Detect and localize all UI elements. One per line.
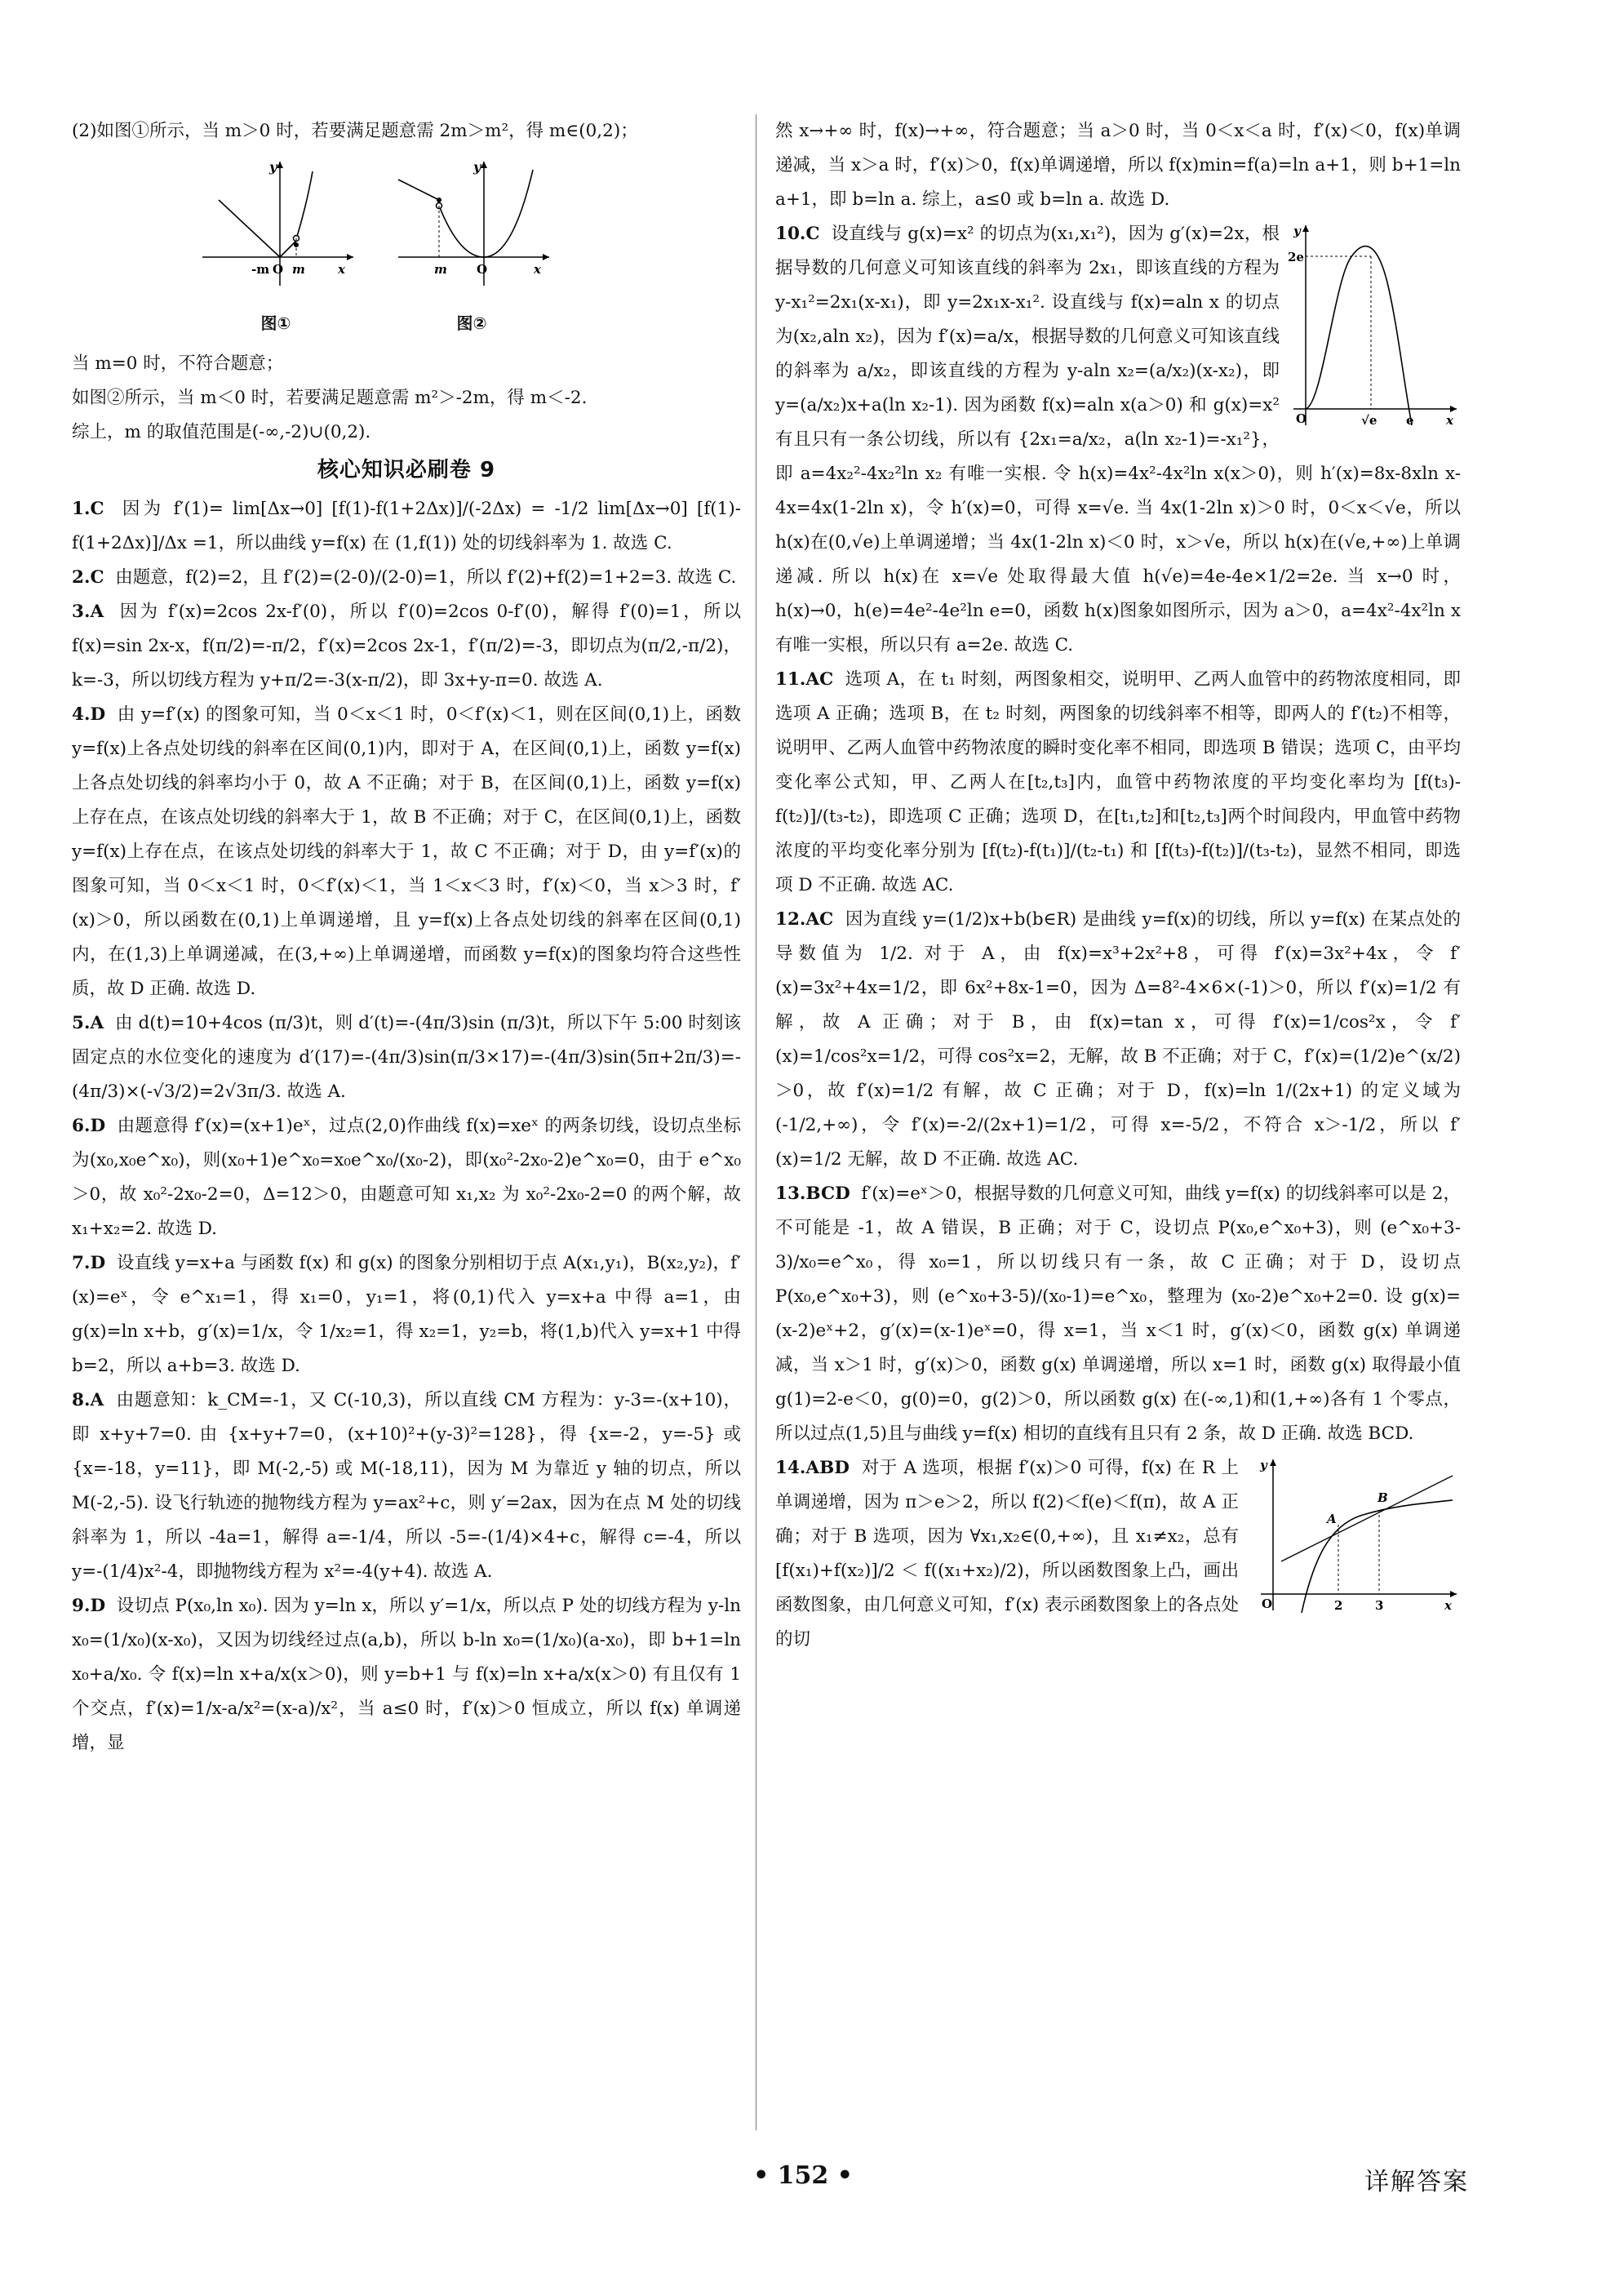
left-column xyxy=(72,114,741,1761)
figure-2-graph xyxy=(390,155,553,294)
answer-item xyxy=(72,1246,741,1383)
answer-number: 9.D xyxy=(72,1596,106,1616)
axis-label: 2e xyxy=(1288,250,1304,264)
answer-item xyxy=(775,1451,1461,1657)
axis-label: √e xyxy=(1361,413,1378,428)
axis-label: e xyxy=(1406,413,1414,428)
axis-label: x xyxy=(1446,413,1453,428)
axis-label: O xyxy=(1296,411,1307,426)
axis-label: 3 xyxy=(1375,1598,1384,1613)
answer-text: 由题意得 f′(x)=(x+1)eˣ，过点(2,0)作曲线 f(x)=xeˣ 的两条切线，设切点坐标为(x₀,x₀e^x₀)，则(x₀+1)e^x₀=x₀e^x₀/(x₀-2)，即(x₀²-2x₀-2)e^x₀=0，由于 e^x₀＞0，故 x₀²-2x₀-2=0，Δ=12＞0，由题意可知 x₁,x₂ 为 x₀²-2x₀-2=0 的两个解，故 x₁+x₂=2. 故选 D. xyxy=(72,1116,742,1239)
answer-item xyxy=(775,217,1461,663)
answer-text: 由 d(t)=10+4cos (π/3)t，则 d′(t)=-(4π/3)sin (π/3)t，所以下午 5:00 时刻该固定点的水位变化的速度为 d′(17)=-(4π/3)sin(π/3×17)=-(4π/3)sin(5π+2π/3)=-(4π/3)×(-√3/2)=2√3π/3. 故选 A. xyxy=(72,1013,741,1102)
answer-text: 由 y=f′(x) 的图象可知，当 0＜x＜1 时，0＜f′(x)＜1，则在区间(0,1)上，函数 y=f(x)上各点处切线的斜率在区间(0,1)内，即对于 A，在区间(0,1)上，函数 y=f(x)上各点处切线的斜率均小于 0，故 A 不正确；对于 B，在区间(0,1)上，函数 y=f(x)上存在点，在该点处切线的斜率大于 1，故 B 不正确；对于 C，在区间(0,1)上，函数 y=f(x)上存在点，在该点处切线的斜率大于 1，故 C 不正确；对于 D，由 y=f′(x)的图象可知，当 0＜x＜1 时，0＜f′(x)＜1，当 1＜x＜3 时，f′(x)＜0，当 x＞3 时，f′(x)＞0，所以函数在(0,1)上单调递增，且 y=f(x)上各点处切线的斜率在区间(0,1)内，在(1,3)上单调递减，在(3,+∞)上单调递增，而函数 y=f(x)的图象均符合这些性质，故 D 正确. 故选 D. xyxy=(72,704,741,999)
figure-2 xyxy=(390,155,553,340)
svg-text:-m: -m xyxy=(251,262,270,277)
svg-text:m: m xyxy=(292,262,305,277)
answer-item xyxy=(775,903,1461,1177)
axis-label: y xyxy=(1293,224,1301,238)
answer-number: 1.C xyxy=(72,499,104,519)
answer-item xyxy=(72,595,741,698)
figure-row xyxy=(194,155,741,340)
answer-number: 10.C xyxy=(775,224,820,244)
answer-item xyxy=(72,1006,741,1109)
svg-text:O: O xyxy=(477,262,488,277)
svg-text:m: m xyxy=(434,262,447,277)
svg-text:x: x xyxy=(534,262,541,277)
answer-text: 设直线 y=x+a 与函数 f(x) 和 g(x) 的图象分别相切于点 A(x₁,y₁)，B(x₂,y₂)，f′(x)=eˣ，令 e^x₁=1，得 x₁=0，y₁=1，将(0,1)代入 y=x+a 中得 a=1，由 g(x)=ln x+b，g′(x)=1/x，令 1/x₂=1，得 x₂=1，y₂=b，将(1,b)代入 y=x+1 中得 b=2，所以 a+b=3. 故选 D. xyxy=(72,1253,742,1376)
right-column xyxy=(775,114,1461,1657)
answer-number: 4.D xyxy=(72,704,106,725)
paragraph-conclusion: 综上，m 的取值范围是(-∞,-2)∪(0,2). xyxy=(72,422,371,442)
paragraph-m-negative: 如图②所示，当 m＜0 时，若要满足题意需 m²＞-2m，得 m＜-2. xyxy=(72,388,588,408)
axis-label: O xyxy=(1262,1597,1273,1611)
answer-item xyxy=(72,561,741,595)
figure-14-graph xyxy=(1249,1451,1461,1614)
answer-text: 因为直线 y=(1/2)x+b(b∈R) 是曲线 y=f(x)的切线，所以 y=f(x) 在某点处的导数值为 1/2. 对于 A，由 f(x)=x³+2x²+8，可得 f′(x)=3x²+4x，令 f′(x)=3x²+4x=1/2，即 6x²+8x-1=0，因为 Δ=8²-4×6×(-1)＞0，所以 f′(x)=1/2 有解，故 A 正确；对于 B，由 f(x)=tan x，可得 f′(x)=1/cos²x，令 f′(x)=1/cos²x=1/2，可得 cos²x=2，无解，故 B 不正确；对于 C，f′(x)=(1/2)e^(x/2)＞0，故 f′(x)=1/2 有解，故 C 正确；对于 D，f(x)=ln 1/(2x+1) 的定义域为(-1/2,+∞)，令 f′(x)=-2/(2x+1)=1/2，可得 x=-5/2，不符合 x＞-1/2，所以 f′(x)=1/2 无解，故 D 不正确. 故选 AC. xyxy=(775,909,1462,1170)
answer-text: 设直线与 g(x)=x² 的切点为(x₁,x₁²)，因为 g′(x)=2x，根据导数的几何意义可知该直线的斜率为 2x₁，即该直线的方程为 y-x₁²=2x₁(x-x₁)，即 y=2x₁x-x₁². 设直线与 f(x)=aln x 的切点为(x₂,aln x₂)，因为 f′(x)=a/x，根据导数的几何意义可知该直线的斜率为 a/x₂，即该直线的方程为 y-aln x₂=(a/x₂)(x-x₂)，即 y=(a/x₂)x+a(ln x₂-1). 因为函数 f(x)=aln x(a＞0) 和 g(x)=x² 有且只有一条公切线，所以有 {2x₁=a/x₂，a(ln x₂-1)=-x₁²}，即 a=4x₂²-4x₂²ln x₂ 有唯一实根. 令 h(x)=4x²-4x²ln x(x＞0)，则 h′(x)=8x-8xln x-4x=4x(1-2ln x)，令 h′(x)=0，可得 x=√e. 当 4x(1-2ln x)＞0 时，0＜x＜√e，所以 h(x)在(0,√e)上单调递增；当 4x(1-2ln x)＜0 时，x＞√e，所以 h(x)在(√e,+∞)上单调递减. 所以 h(x)在 x=√e 处取得最大值 h(√e)=4e-4e×1/2=2e. 当 x→0 时，h(x)→0，h(e)=4e²-4e²ln e=0，函数 h(x)图象如图所示，因为 a＞0，a=4x²-4x²ln x 有唯一实根，所以只有 a=2e. 故选 C. xyxy=(775,224,1461,655)
answer-number: 14.ABD xyxy=(775,1458,850,1478)
answer-number: 13.BCD xyxy=(775,1184,850,1204)
answer-number: 12.AC xyxy=(775,909,834,930)
answer-text: 对于 A 选项，根据 f′(x)＞0 可得，f(x) 在 R 上单调递增，因为 π＞e＞2，所以 f(2)＜f(e)＜f(π)，故 A 正确；对于 B 选项，因为 ∀x₁,x₂∈(0,+∞)，且 x₁≠x₂，总有 [f(x₁)+f(x₂)]/2 ＜ f((x₁+x₂)/2)，所以函数图象上凸，画出函数图象，由几何意义可知，f′(x) 表示函数图象上的各点处的切 xyxy=(775,1458,1240,1650)
svg-text:y: y xyxy=(269,159,277,175)
answer-number: 5.A xyxy=(72,1013,104,1033)
figure-10 xyxy=(1289,217,1461,442)
svg-text:y: y xyxy=(473,159,481,175)
intro-paragraph: (2)如图①所示，当 m＞0 时，若要满足题意需 2m＞m²，得 m∈(0,2)； xyxy=(72,121,638,141)
figure-10-graph xyxy=(1289,217,1461,429)
svg-text:O: O xyxy=(273,262,284,277)
figure-2-caption: 图② xyxy=(456,313,487,333)
section-title: 核心知识必刷卷 9 xyxy=(317,458,496,482)
answer-text: 由题意，f(2)=2，且 f′(2)=(2-0)/(2-0)=1，所以 f′(2)+f(2)=1+2=3. 故选 C. xyxy=(115,567,737,588)
answer-text: 因为 f′(1)= lim[Δx→0] [f(1)-f(1+2Δx)]/(-2Δx) = -1/2 lim[Δx→0] [f(1)-f(1+2Δx)]/Δx =1，所以曲线 y=f(x) 在 (1,f(1)) 处的切线斜率为 1. 故选 C. xyxy=(72,499,741,553)
answer-number: 7.D xyxy=(72,1253,106,1273)
answer-item xyxy=(775,1177,1461,1451)
answer-text: 选项 A，在 t₁ 时刻，两图象相交，说明甲、乙两人血管中的药物浓度相同，即选项 A 正确；选项 B，在 t₂ 时刻，两图象的切线斜率不相等，即两人的 f′(t₂)不相等，说明甲、乙两人血管中药物浓度的瞬时变化率不相同，即选项 B 错误；选项 C，由平均变化率公式知，甲、乙两人在[t₂,t₃]内，血管中药物浓度的平均变化率均为 [f(t₃)-f(t₂)]/(t₃-t₂)，即选项 C 正确；选项 D，在[t₁,t₂]和[t₂,t₃]两个时间段内，甲血管中药物浓度的平均变化率分别为 [f(t₂)-f(t₁)]/(t₂-t₁) 和 [f(t₃)-f(t₂)]/(t₃-t₂)，显然不相同，即选项 D 不正确. 故选 AC. xyxy=(775,669,1461,895)
answer-number: 11.AC xyxy=(775,669,834,690)
page-number: • 152 • xyxy=(753,2161,853,2190)
point-label: A xyxy=(1327,1512,1337,1526)
answer-item xyxy=(72,698,741,1006)
answer-item xyxy=(72,1383,741,1589)
point-label: B xyxy=(1378,1490,1388,1505)
figure-1 xyxy=(194,155,357,340)
paragraph-m-zero: 当 m=0 时，不符合题意； xyxy=(72,353,284,374)
answer-item xyxy=(775,663,1461,903)
answer-text: 因为 f′(x)=2cos 2x-f′(0)，所以 f′(0)=2cos 0-f′(0)，解得 f′(0)=1，所以 f(x)=sin 2x-x，f(π/2)=-π/2，f′(x)=2cos 2x-1，f′(π/2)=-3，即切点为(π/2,-π/2)，k=-3，所以切线方程为 y+π/2=-3(x-π/2)，即 3x+y-π=0. 故选 A. xyxy=(72,602,742,691)
answer-number: 6.D xyxy=(72,1116,106,1136)
figure-1-graph xyxy=(194,155,357,294)
answer-item xyxy=(72,1109,741,1246)
answer-text: 设切点 P(x₀,ln x₀). 因为 y=ln x，所以 y′=1/x，所以点 P 处的切线方程为 y-ln x₀=(1/x₀)(x-x₀)，又因为切线经过点(a,b)，所以 b-ln x₀=(1/x₀)(a-x₀)，即 b+1=ln x₀+a/x₀. 令 f(x)=ln x+a/x(x＞0)，则 y=b+1 与 f(x)=ln x+a/x(x＞0) 有且仅有 1 个交点，f′(x)=1/x-a/x²=(x-a)/x²，当 a≤0 时，f′(x)＞0 恒成立，所以 f(x) 单调递增，显 xyxy=(72,1596,741,1753)
continued-paragraph: 然 x→+∞ 时，f(x)→+∞，符合题意；当 a＞0 时，当 0＜x＜a 时，f′(x)＜0，f(x)单调递减，当 x＞a 时，f′(x)＞0，f(x)单调递增，所以 f(x)min=f(a)=ln a+1，则 b+1=ln a+1，即 b=ln a. 综上，a≤0 或 b=ln a. 故选 D. xyxy=(775,121,1461,210)
axis-label: x xyxy=(1444,1598,1452,1613)
answer-number: 2.C xyxy=(72,567,104,588)
answer-text: 由题意知：k_CM=-1，又 C(-10,3)，所以直线 CM 方程为：y-3=-(x+10)，即 x+y+7=0. 由 {x+y+7=0，(x+10)²+(y-3)²=128}，得 {x=-2，y=-5} 或 {x=-18，y=11}，即 M(-2,-5) 或 M(-18,11)，因为 M 为靠近 y 轴的切点，所以 M(-2,-5). 设飞行轨迹的抛物线方程为 y=ax²+c，则 y′=2ax，因为在点 M 处的切线斜率为 1，所以 -4a=1，解得 a=-1/4，所以 -5=-(1/4)×4+c，解得 c=-4，所以 y=-(1/4)x²-4，即抛物线方程为 x²=-4(y+4). 故选 A. xyxy=(72,1390,741,1582)
answer-number: 8.A xyxy=(72,1390,104,1410)
figure-14 xyxy=(1249,1451,1461,1627)
figure-1-caption: 图① xyxy=(260,313,291,333)
footer-tag: 详解答案 xyxy=(1364,2168,1469,2196)
axis-label: y xyxy=(1260,1458,1267,1472)
answer-text: f′(x)=eˣ＞0，根据导数的几何意义可知，曲线 y=f(x) 的切线斜率可以是 2，不可能是 -1，故 A 错误，B 正确；对于 C，设切点 P(x₀,e^x₀+3)，则 (e^x₀+3-3)/x₀=e^x₀，得 x₀=1，所以切线只有一条，故 C 正确；对于 D，设切点 P(x₀,e^x₀+3)，则 (e^x₀+3-5)/(x₀-1)=e^x₀，整理为 (x₀-2)e^x₀+2=0. 设 g(x)=(x-2)eˣ+2，g′(x)=(x-1)eˣ=0，得 x=1，当 x＜1 时，g′(x)＜0，函数 g(x) 单调递减，当 x＞1 时，g′(x)＞0，函数 g(x) 单调递增，所以 x=1 时，函数 g(x) 取得最小值 g(1)=2-e＜0，g(0)=0，g(2)＞0，所以函数 g(x) 在(-∞,1)和(1,+∞)各有 1 个零点，所以过点(1,5)且与曲线 y=f(x) 相切的直线有且只有 2 条，故 D 正确. 故选 BCD. xyxy=(775,1184,1461,1444)
answer-number: 3.A xyxy=(72,602,104,622)
svg-text:x: x xyxy=(338,262,345,277)
answer-item xyxy=(72,1589,741,1761)
axis-label: 2 xyxy=(1334,1598,1343,1613)
answer-item xyxy=(72,492,741,561)
